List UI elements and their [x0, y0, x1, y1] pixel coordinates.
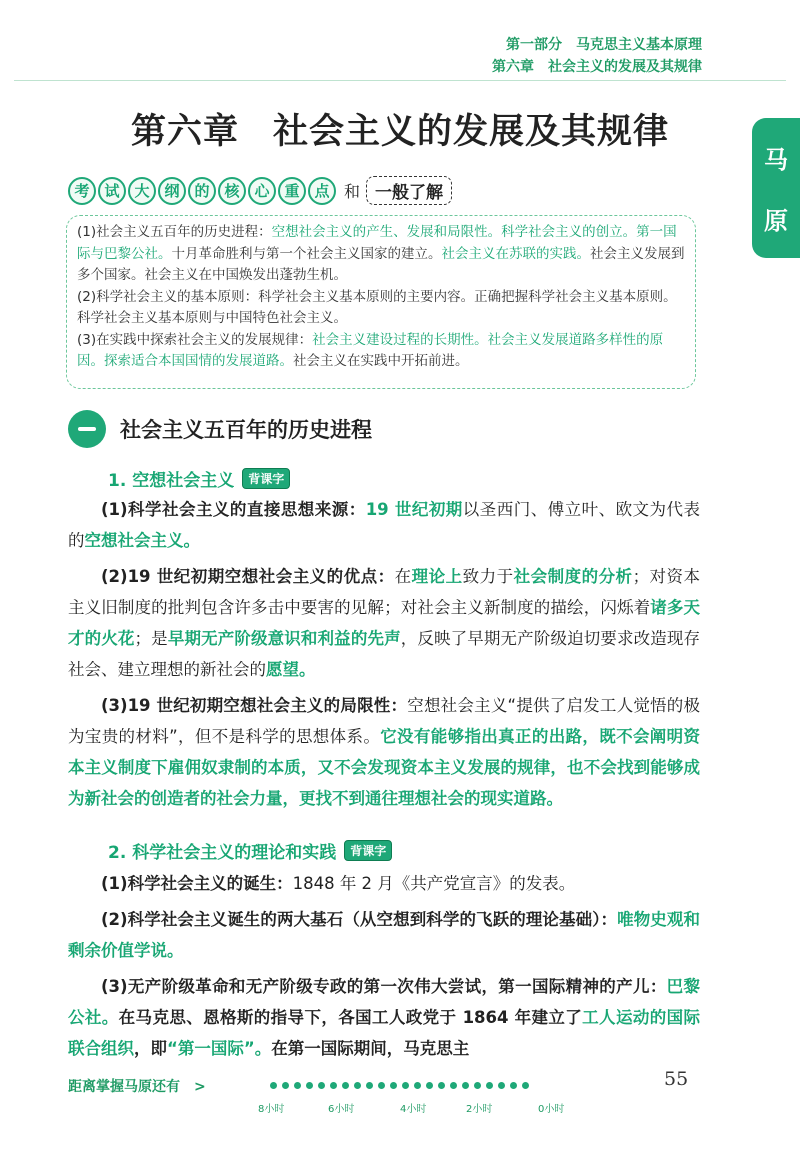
hour-label: 2小时 [466, 1104, 493, 1115]
progress-dot [522, 1082, 529, 1089]
subsection-1-title: 1. 空想社会主义 [108, 471, 235, 491]
section-one-icon [68, 410, 106, 448]
memorize-tag: 背课字 [242, 468, 290, 489]
paragraph: (3)19 世纪初期空想社会主义的局限性：空想社会主义“提供了启发工人觉悟的极为宝贵的材料”，但不是科学的思想体系。它没有能够指出真正的出路，既不会阐明资本主义制度下雇佣奴隶制的本质，又不会发现资本主义发展的规律，也不会找到能够成为新社会的创造者的社会力量，更找不到通往理想社会的现实道路。 [68, 696, 700, 808]
progress-dot [426, 1082, 433, 1089]
progress-track [258, 1078, 600, 1118]
outline-item-2: (2)科学社会主义的基本原则：科学社会主义基本原则的主要内容。正确把握科学社会主义基本原则。科学社会主义基本原则与中国特色社会主义。 [77, 288, 677, 326]
progress-dot [354, 1082, 361, 1089]
section-title: 社会主义五百年的历史进程 [120, 418, 372, 442]
hour-label: 6小时 [328, 1104, 355, 1115]
progress-dot [342, 1082, 349, 1089]
general-label: 一般了解 [366, 176, 452, 205]
paragraph: (2)19 世纪初期空想社会主义的优点：在理论上致力于社会制度的分析；对资本主义旧制度的批判包含许多击中要害的见解；对社会主义新制度的描绘，闪烁着诸多天才的火花；是早期无产阶级意识和利益的先声，反映了早期无产阶级迫切要求改造现存社会、建立理想的新社会的愿望。 [68, 567, 701, 679]
section-heading [68, 410, 372, 448]
hour-label: 8小时 [258, 1104, 285, 1115]
subsection-1-body [68, 494, 700, 819]
progress-dot [450, 1082, 457, 1089]
paragraph: (3)无产阶级革命和无产阶级专政的第一次伟大尝试，第一国际精神的产儿：巴黎公社。在马克思、恩格斯的指导下，各国工人政党于 1864 年建立了工人运动的国际联合组织，即“第一国际”。在第一国际期间，马克思主 [68, 977, 700, 1058]
progress-dot [498, 1082, 505, 1089]
and-text: 和 [344, 182, 361, 201]
header-part: 第一部分 马克思主义基本原理 [506, 37, 702, 53]
progress-dot [330, 1082, 337, 1089]
progress-dot [462, 1082, 469, 1089]
core-char: 重 [278, 177, 306, 205]
progress-dot [414, 1082, 421, 1089]
side-tab-char-1: 马 [764, 146, 788, 174]
core-char: 的 [188, 177, 216, 205]
outline-box [66, 215, 696, 389]
side-tab-char-2: 原 [764, 207, 788, 235]
progress-dot [390, 1082, 397, 1089]
progress-dot [294, 1082, 301, 1089]
core-char: 试 [98, 177, 126, 205]
hour-label: 4小时 [400, 1104, 427, 1115]
core-char: 纲 [158, 177, 186, 205]
core-char: 点 [308, 177, 336, 205]
core-char: 核 [218, 177, 246, 205]
header-divider [14, 80, 786, 81]
core-char: 考 [68, 177, 96, 205]
outline-item-3: (3)在实践中探索社会主义的发展规律：社会主义建设过程的长期性。社会主义发展道路多样性的原因。探索适合本国国情的发展道路。社会主义在实践中开拓前进。 [77, 331, 664, 369]
subsection-2-title: 2. 科学社会主义的理论和实践 [108, 843, 337, 863]
memorize-tag: 背课字 [344, 840, 392, 861]
progress-dot [282, 1082, 289, 1089]
outline-label [68, 176, 452, 205]
chapter-number: 第六章 [130, 112, 239, 152]
footer-progress-label: 距离掌握马原还有 > [68, 1079, 206, 1095]
progress-dot [486, 1082, 493, 1089]
progress-dot [306, 1082, 313, 1089]
progress-dot [270, 1082, 277, 1089]
progress-dot [438, 1082, 445, 1089]
core-char: 大 [128, 177, 156, 205]
chapter-title [0, 104, 800, 154]
progress-dot [318, 1082, 325, 1089]
progress-dot [366, 1082, 373, 1089]
outline-item-1: (1)社会主义五百年的历史进程：空想社会主义的产生、发展和局限性。科学社会主义的创立。第一国际与巴黎公社。十月革命胜利与第一个社会主义国家的建立。社会主义在苏联的实践。社会主义发展到多个国家。社会主义在中国焕发出蓬勃生机。 [77, 224, 685, 283]
paragraph: (2)科学社会主义诞生的两大基石（从空想到科学的飞跃的理论基础）：唯物史观和剩余价值学说。 [68, 910, 700, 960]
header-chapter: 第六章 社会主义的发展及其规律 [492, 59, 702, 75]
subsection-2-body [68, 868, 700, 1069]
progress-dot [378, 1082, 385, 1089]
hour-label: 0小时 [538, 1104, 565, 1115]
running-header [492, 34, 702, 78]
progress-dot [510, 1082, 517, 1089]
page-number: 55 [664, 1068, 689, 1090]
paragraph: (1)科学社会主义的直接思想来源：19 世纪初期以圣西门、傅立叶、欧文为代表的空想社会主义。 [68, 500, 700, 550]
progress-dot [402, 1082, 409, 1089]
core-char: 心 [248, 177, 276, 205]
subsection-2-heading [108, 838, 392, 863]
subsection-1-heading [108, 466, 290, 491]
paragraph: (1)科学社会主义的诞生：1848 年 2 月《共产党宣言》的发表。 [101, 874, 576, 893]
chapter-name: 社会主义的发展及其规律 [273, 112, 670, 152]
progress-dot [474, 1082, 481, 1089]
